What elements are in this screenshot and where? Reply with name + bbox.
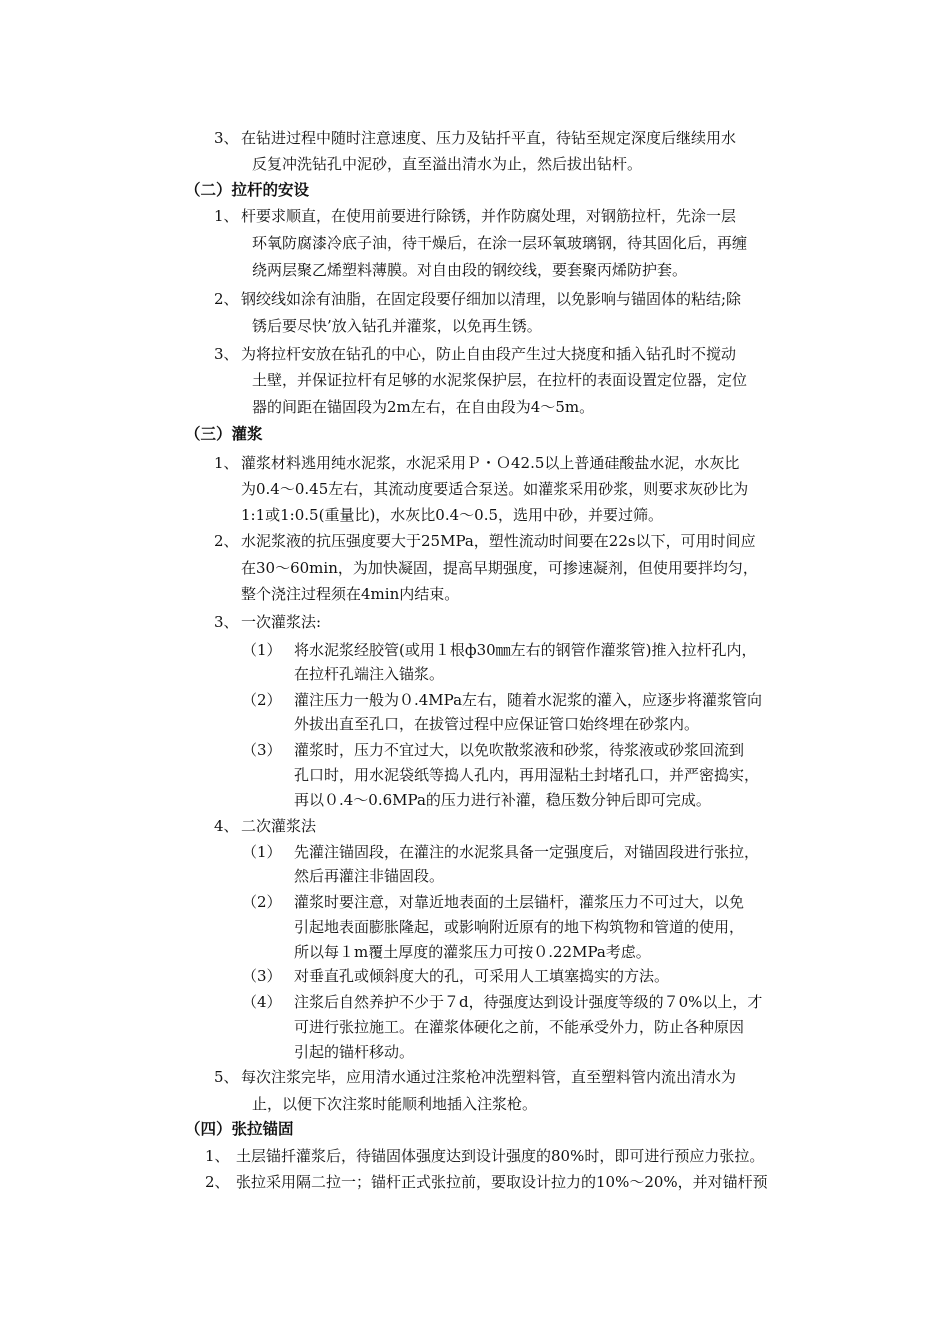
sec3-item-3-sub-3-number: （3） bbox=[242, 741, 282, 759]
sec3-item-3-title: 一次灌浆法: bbox=[241, 613, 322, 631]
sec3-item-3-number: 3、 bbox=[214, 613, 239, 631]
sec2-item-3-line-3: 器的间距在锚固段为2m左右，在自由段为4～5m。 bbox=[252, 398, 595, 416]
sec2-item-1-line-1: 杆要求顺直，在使用前要进行除锈，并作防腐处理，对钢筋拉杆，先涂一层 bbox=[241, 207, 737, 225]
item-3-number: 3、 bbox=[214, 129, 239, 147]
sec3-item-3-sub-2-number: （2） bbox=[242, 691, 282, 709]
sec3-item-2-line-2: 在30～60min，为加快凝固，提高早期强度，可掺速凝剂，但使用要拌均匀， bbox=[241, 559, 758, 577]
sec3-item-4-sub-2-line-2: 引起地表面膨胀隆起，或影响附近原有的地下构筑物和管道的使用， bbox=[294, 918, 745, 936]
item-3-line-1: 在钻进过程中随时注意速度、压力及钻扦平直，待钻至规定深度后继续用水 bbox=[241, 129, 737, 147]
sec3-item-4-number: 4、 bbox=[214, 817, 239, 835]
sec3-item-3-sub-2-line-1: 灌注压力一般为０.4MPa左右，随着水泥浆的灌入，应逐步将灌浆管向 bbox=[294, 691, 763, 709]
section-4-heading: （四）张拉锚固 bbox=[185, 1119, 294, 1138]
sec3-item-4-sub-2-line-1: 灌浆时要注意，对靠近地表面的土层锚杆，灌浆压力不可过大，以免 bbox=[294, 893, 745, 911]
section-2-heading: （二）拉杆的安设 bbox=[185, 180, 310, 199]
sec4-item-2-number: 2、 bbox=[205, 1173, 230, 1191]
sec2-item-1-number: 1、 bbox=[214, 207, 239, 225]
sec3-item-4-sub-3-number: （3） bbox=[242, 967, 282, 985]
sec3-item-4-sub-2-line-3: 所以每１m覆土厚度的灌浆压力可按０.22MPa考虑。 bbox=[294, 943, 651, 961]
sec3-item-4-sub-2-number: （2） bbox=[242, 893, 282, 911]
sec3-item-4-sub-4-line-3: 引起的锚杆移动。 bbox=[294, 1043, 415, 1061]
sec3-item-3-sub-2-line-2: 外拔出直至孔口，在拔管过程中应保证管口始终埋在砂浆内。 bbox=[294, 715, 700, 733]
sec3-item-2-number: 2、 bbox=[214, 532, 239, 550]
sec3-item-4-sub-1-line-1: 先灌注锚固段，在灌注的水泥浆具备一定强度后，对锚固段进行张拉， bbox=[294, 843, 760, 861]
sec2-item-3-line-1: 为将拉杆安放在钻孔的中心，防止自由段产生过大挠度和插入钻孔时不搅动 bbox=[241, 345, 737, 363]
sec3-item-4-sub-1-line-2: 然后再灌注非锚固段。 bbox=[294, 867, 445, 885]
sec3-item-4-sub-3-line-1: 对垂直孔或倾斜度大的孔，可采用人工填塞捣实的方法。 bbox=[294, 967, 670, 985]
sec3-item-3-sub-3-line-2: 孔口时，用水泥袋纸等捣人孔内，再用湿粘土封堵孔口，并严密捣实， bbox=[294, 766, 760, 784]
sec2-item-2-number: 2、 bbox=[214, 290, 239, 308]
sec3-item-5-number: 5、 bbox=[214, 1068, 239, 1086]
sec2-item-3-line-2: 土壁，并保证拉杆有足够的水泥浆保护层，在拉杆的表面设置定位器，定位 bbox=[252, 371, 748, 389]
sec3-item-3-sub-1-line-2: 在拉杆孔端注入锚浆。 bbox=[294, 665, 445, 683]
sec3-item-1-line-1: 灌浆材料逃用纯水泥浆，水泥采用Ｐ・Ｏ42.5以上普通硅酸盐水泥，水灰比 bbox=[241, 454, 740, 472]
sec2-item-2-line-1: 钢绞线如涂有油脂，在固定段要仔细加以清理，以免影响与锚固体的粘结;除 bbox=[241, 290, 742, 308]
sec3-item-3-sub-3-line-1: 灌浆时，压力不宜过大，以免吹散浆液和砂浆，待浆液或砂浆回流到 bbox=[294, 741, 745, 759]
sec2-item-1-line-3: 绕两层聚乙烯塑料薄膜。对自由段的钢绞线，要套聚丙烯防护套。 bbox=[252, 261, 688, 279]
sec3-item-5-line-2: 止，以便下次注浆时能顺利地插入注浆枪。 bbox=[252, 1095, 538, 1113]
sec3-item-1-number: 1、 bbox=[214, 454, 239, 472]
sec2-item-2-line-2: 锈后要尽快’放入钻孔并灌浆，以免再生锈。 bbox=[252, 317, 542, 335]
section-3-heading: （三）灌浆 bbox=[185, 424, 263, 443]
sec3-item-4-sub-4-line-1: 注浆后自然养护不少于７d，待强度达到设计强度等级的７0%以上，才 bbox=[294, 993, 763, 1011]
sec3-item-3-sub-3-line-3: 再以０.4～0.6MPa的压力进行补灌，稳压数分钟后即可完成。 bbox=[294, 791, 711, 809]
sec3-item-1-line-3: 1:1或1:0.5(重量比)，水灰比0.4～0.5，选用中砂，并要过筛。 bbox=[241, 506, 664, 524]
sec3-item-4-sub-4-number: （4） bbox=[242, 993, 282, 1011]
sec3-item-4-title: 二次灌浆法 bbox=[241, 817, 317, 835]
sec2-item-1-line-2: 环氧防腐漆冷底子油，待干燥后，在涂一层环氧玻璃钢，待其固化后，再缠 bbox=[252, 234, 748, 252]
item-3-line-2: 反复冲洗钻孔中泥砂，直至溢出清水为止，然后拔出钻杆。 bbox=[252, 155, 643, 173]
sec3-item-4-sub-4-line-2: 可进行张拉施工。在灌浆体硬化之前，不能承受外力，防止各种原因 bbox=[294, 1018, 745, 1036]
sec3-item-3-sub-1-line-1: 将水泥浆经胶管(或用１根ф30㎜左右的钢管作灌浆管)推入拉杆孔内， bbox=[294, 641, 757, 659]
sec3-item-5-line-1: 每次注浆完毕，应用清水通过注浆枪冲洗塑料管，直至塑料管内流出清水为 bbox=[241, 1068, 737, 1086]
sec4-item-1-number: 1、 bbox=[205, 1147, 230, 1165]
sec3-item-3-sub-1-number: （1） bbox=[242, 641, 282, 659]
sec3-item-1-line-2: 为0.4～0.45左右，其流动度要适合泵送。如灌浆采用砂浆，则要求灰砂比为 bbox=[241, 480, 749, 498]
sec3-item-2-line-3: 整个浇注过程须在4min内结束。 bbox=[241, 585, 460, 603]
sec4-item-1-line-1: 土层锚扦灌浆后，待锚固体强度达到设计强度的80%时，即可进行预应力张拉。 bbox=[236, 1147, 765, 1165]
sec4-item-2-line-1: 张拉采用隔二拉一；锚杆正式张拉前，要取设计拉力的10%～20%，并对锚杆预 bbox=[236, 1173, 768, 1191]
sec2-item-3-number: 3、 bbox=[214, 345, 239, 363]
sec3-item-2-line-1: 水泥浆液的抗压强度要大于25MPa，塑性流动时间要在22s以下，可用时间应 bbox=[241, 532, 756, 550]
sec3-item-4-sub-1-number: （1） bbox=[242, 843, 282, 861]
